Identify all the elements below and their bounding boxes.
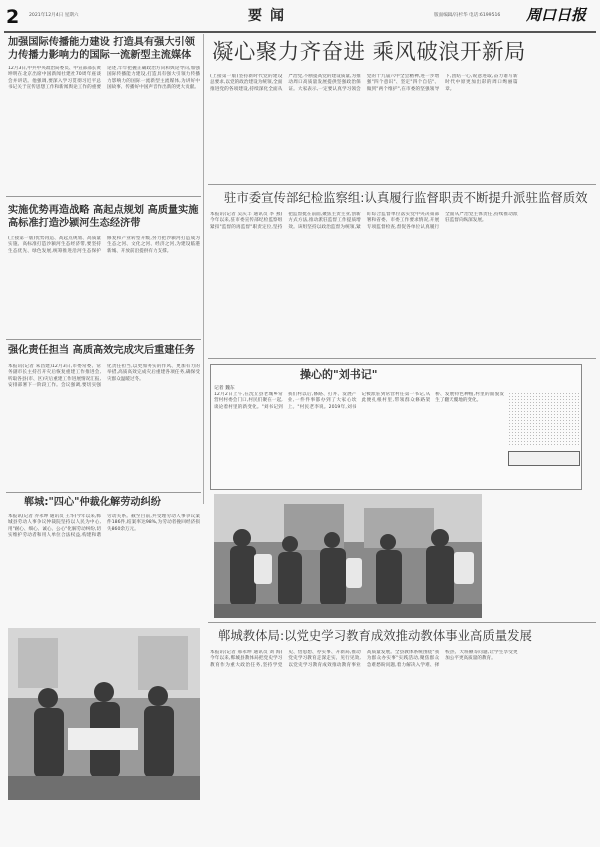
article-a8-title: 郸城教体局:以党史学习教育成效推动教体事业高质量发展: [218, 628, 532, 643]
volunteer-photo: [214, 494, 482, 618]
editor-line: 版面编辑/冯杉华 电话:6199516: [434, 13, 501, 18]
article-a2-title: 凝心聚力齐奋进 乘风破浪开新局: [212, 40, 526, 65]
photo-classroom-illustration: [8, 628, 200, 800]
article-a8-body: 本报讯(记者 邢永坤 通讯员 刘 海)今年以来,郸城县教体局把党史学习教育作为重大政治任务,坚持学党史、悟思想、办实事、开新局,推动党史学习教育走深走实、见行见效,以党史学习教育成效推动教育事业高质量发展。全县教体系统围绕"我为群众办实事"实践活动,聚焦群众急难愁盼问题,着力解决入学难、择校热、大班额等问题,让学生享受更加公平更高质量的教育。: [210, 650, 518, 668]
article-a6-body: 12月2日上午,在沈丘县老城乡常营村村委会门口,村民们聚在一起,谈论着村里的新变化。"刘书记到我们村以后,修路、打井、发展产业,一件件事都办到了大家心坎上。"村民老李说。2019年,刘书记被派驻到常营村任第一书记,从此便扎根村里,带领群众修路架桥、发展特色种植,村里的面貌发生了翻天覆地的变化。: [214, 392, 504, 410]
bottom-photo-caption: [8, 804, 200, 842]
rule-photo: [208, 622, 596, 623]
article-a7-title: 郸城:"四心"仲裁化解劳动纠纷: [24, 497, 161, 508]
article-a1-body: 12月3日,中共中央政治局委员、中宣部部长黄坤明在北京出席中国新闻社建社70周年座谈会并讲话。他强调,要深入学习贯彻习近平总书记关于宣传思想工作和新闻舆论工作的重要论述,牢牢把握正确政治方向和舆论导向,加强国际传播能力建设,打造具有强大引领力传播力影响力的国际一流新型主流媒体,为讲好中国故事、传播好中国声音作出新的更大贡献。: [8, 66, 200, 91]
rule-a2: [208, 184, 596, 185]
rule-a4: [6, 492, 201, 493]
article-a5-title: 驻市委宣传部纪检监察组:认真履行监督职责不断提升派驻监督质效: [224, 190, 588, 205]
bottom-photo: [8, 628, 200, 800]
article-a3-body: (上接第一版)优势再造、高起点规划、高质量实施、高标准打造沙颍河生态经济带,要坚持生态优先、绿色发展,统筹推进沿河生态保护修复和产业转型升级,努力把沙颍河打造成为生态之河、文化之河、经济之河,为建设临港新城、开放前沿提供有力支撑。: [8, 236, 200, 254]
article-a6-byline: 记者 魏东: [214, 386, 235, 391]
photo-volunteers-illustration: [214, 494, 482, 618]
photo-caption: [486, 528, 592, 610]
paper-name: 周口日报: [526, 6, 587, 24]
article-a5-body: 本报讯(记者 吴庆丰 通讯员 李 燕)今年以来,驻市委宣传部纪检监察组紧扣"监督的再监督"职责定位,坚持把监督挺在前面,聚焦主责主业,创新方式方法,推动派驻监督工作提质增效。该组坚持以政治监督为统领,紧盯综合监督单位落实党中央决策部署和省委、市委工作要求情况,开展专项监督检查,督促各单位认真履行全面从严治党主体责任,持续推动派驻监督向纵深发展。: [210, 212, 518, 230]
date-line: 2021年12月4日 星期六: [29, 13, 79, 18]
section-title: 要闻: [248, 8, 292, 24]
article-a1-title: 加强国际传播能力建设 打造具有强大引领力传播力影响力的国际一流新型主流媒体: [8, 37, 195, 61]
article-a2-body: (上接第一版)坚持新时代党的建设总要求,以党的政治建设为统领,全面推进党的各项建设,持续深化全面从严治党,不断提高党的建设质量,为推动周口高质量发展提供坚强政治保证。大家表示,一定要认真学习领会党的十九届六中全会精神,进一步增强"四个意识"、坚定"四个自信"、做到"两个维护",在市委的坚强领导下,团结一心,锐意进取,奋力谱写新时代中原更加出彩的周口绚丽篇章。: [210, 74, 518, 92]
left-column-divider: [203, 34, 204, 504]
article-a4-title: 强化责任担当 高质高效完成灾后重建任务: [8, 345, 195, 356]
column-tag: [508, 451, 580, 466]
column-tag-dots: [508, 392, 580, 446]
article-a7-body: 本报讯(记者 乔永坤 通讯员 王华)今年以来,郸城县劳动人事争议仲裁院坚持以人民为中心,用"耐心、细心、诚心、公心"化解劳动纠纷,切实维护劳动者和用人单位合法权益,构建和谐劳动关系。截至目前,共受理劳动人事争议案件186件,结案率达98%,为劳动者挽回经济损失860余万元。: [8, 514, 200, 539]
masthead-rule: [4, 31, 596, 33]
article-a6-title: 操心的"刘书记": [300, 368, 378, 381]
rule-a1: [6, 196, 201, 197]
article-a4-body: 本报讯(记者 朱昌建)12月3日,市委常委、常务副市长主持召开灾后恢复重建工作推进会,听取各县(市、区)灾后重建工作进展情况汇报,安排部署下一阶段工作。会议强调,要切实强化责任担当,以更加务实的作风、更加有力的举措,高质高效完成灾后重建各项任务,确保受灾群众温暖过冬。: [8, 364, 200, 389]
rule-a3: [6, 339, 201, 340]
article-a3-title: 实施优势再造战略 高起点规划 高质量实施 高标准打造沙颍河生态经济带: [8, 205, 199, 229]
page-number: 2: [6, 6, 20, 28]
rule-a5: [208, 358, 596, 359]
